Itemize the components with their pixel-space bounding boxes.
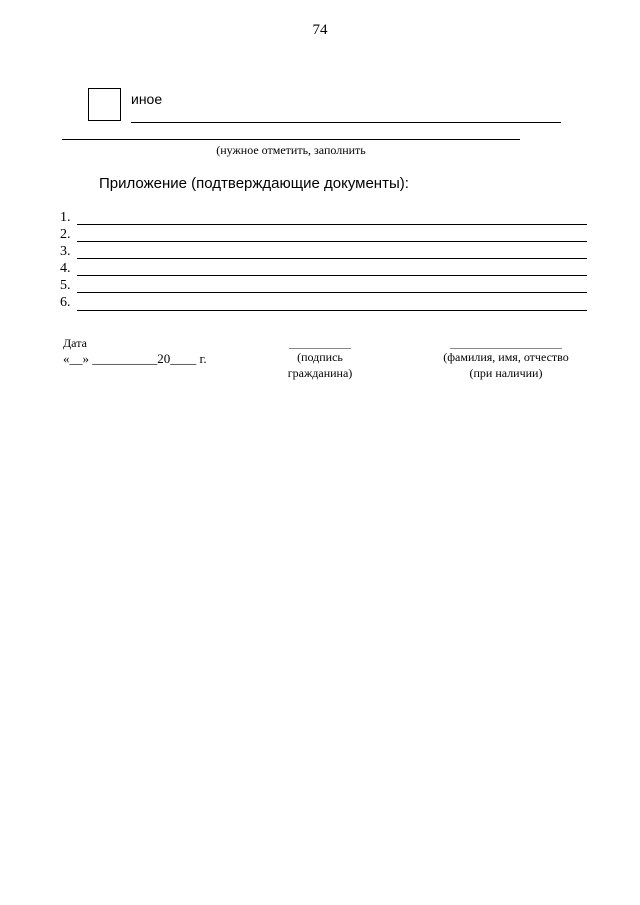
fill-hint: (нужное отметить, заполнить: [216, 143, 366, 157]
attachment-number: 1.: [60, 210, 71, 225]
full-name-caption: [430, 349, 582, 381]
attachment-line[interactable]: [77, 241, 587, 242]
page-number: 74: [312, 22, 328, 38]
signature-caption: [262, 349, 378, 381]
attachment-number: 4.: [60, 261, 71, 276]
attachment-line[interactable]: [77, 310, 587, 311]
attachment-number: 3.: [60, 244, 71, 259]
full-name-caption-line-2: (при наличии): [469, 366, 543, 380]
attachments-heading: Приложение (подтверждающие документы):: [99, 175, 409, 192]
attachment-number: 2.: [60, 227, 71, 242]
other-option-label: иное: [131, 91, 163, 107]
attachment-line[interactable]: [77, 292, 587, 293]
other-fill-line[interactable]: [131, 122, 561, 123]
attachment-line[interactable]: [77, 224, 587, 225]
other-checkbox[interactable]: [88, 88, 121, 121]
signature-caption-line-1: (подпись: [297, 350, 343, 364]
date-label: Дата: [63, 336, 87, 350]
attachment-line[interactable]: [77, 258, 587, 259]
attachment-number: 5.: [60, 278, 71, 293]
signature-caption-line-2: гражданина): [287, 366, 353, 380]
attachment-line[interactable]: [77, 275, 587, 276]
attachment-number: 6.: [60, 295, 71, 310]
date-field[interactable]: «__» __________20____ г.: [63, 351, 207, 366]
other-fill-line-2[interactable]: [62, 139, 520, 140]
full-name-caption-line-1: (фамилия, имя, отчество: [443, 350, 569, 364]
